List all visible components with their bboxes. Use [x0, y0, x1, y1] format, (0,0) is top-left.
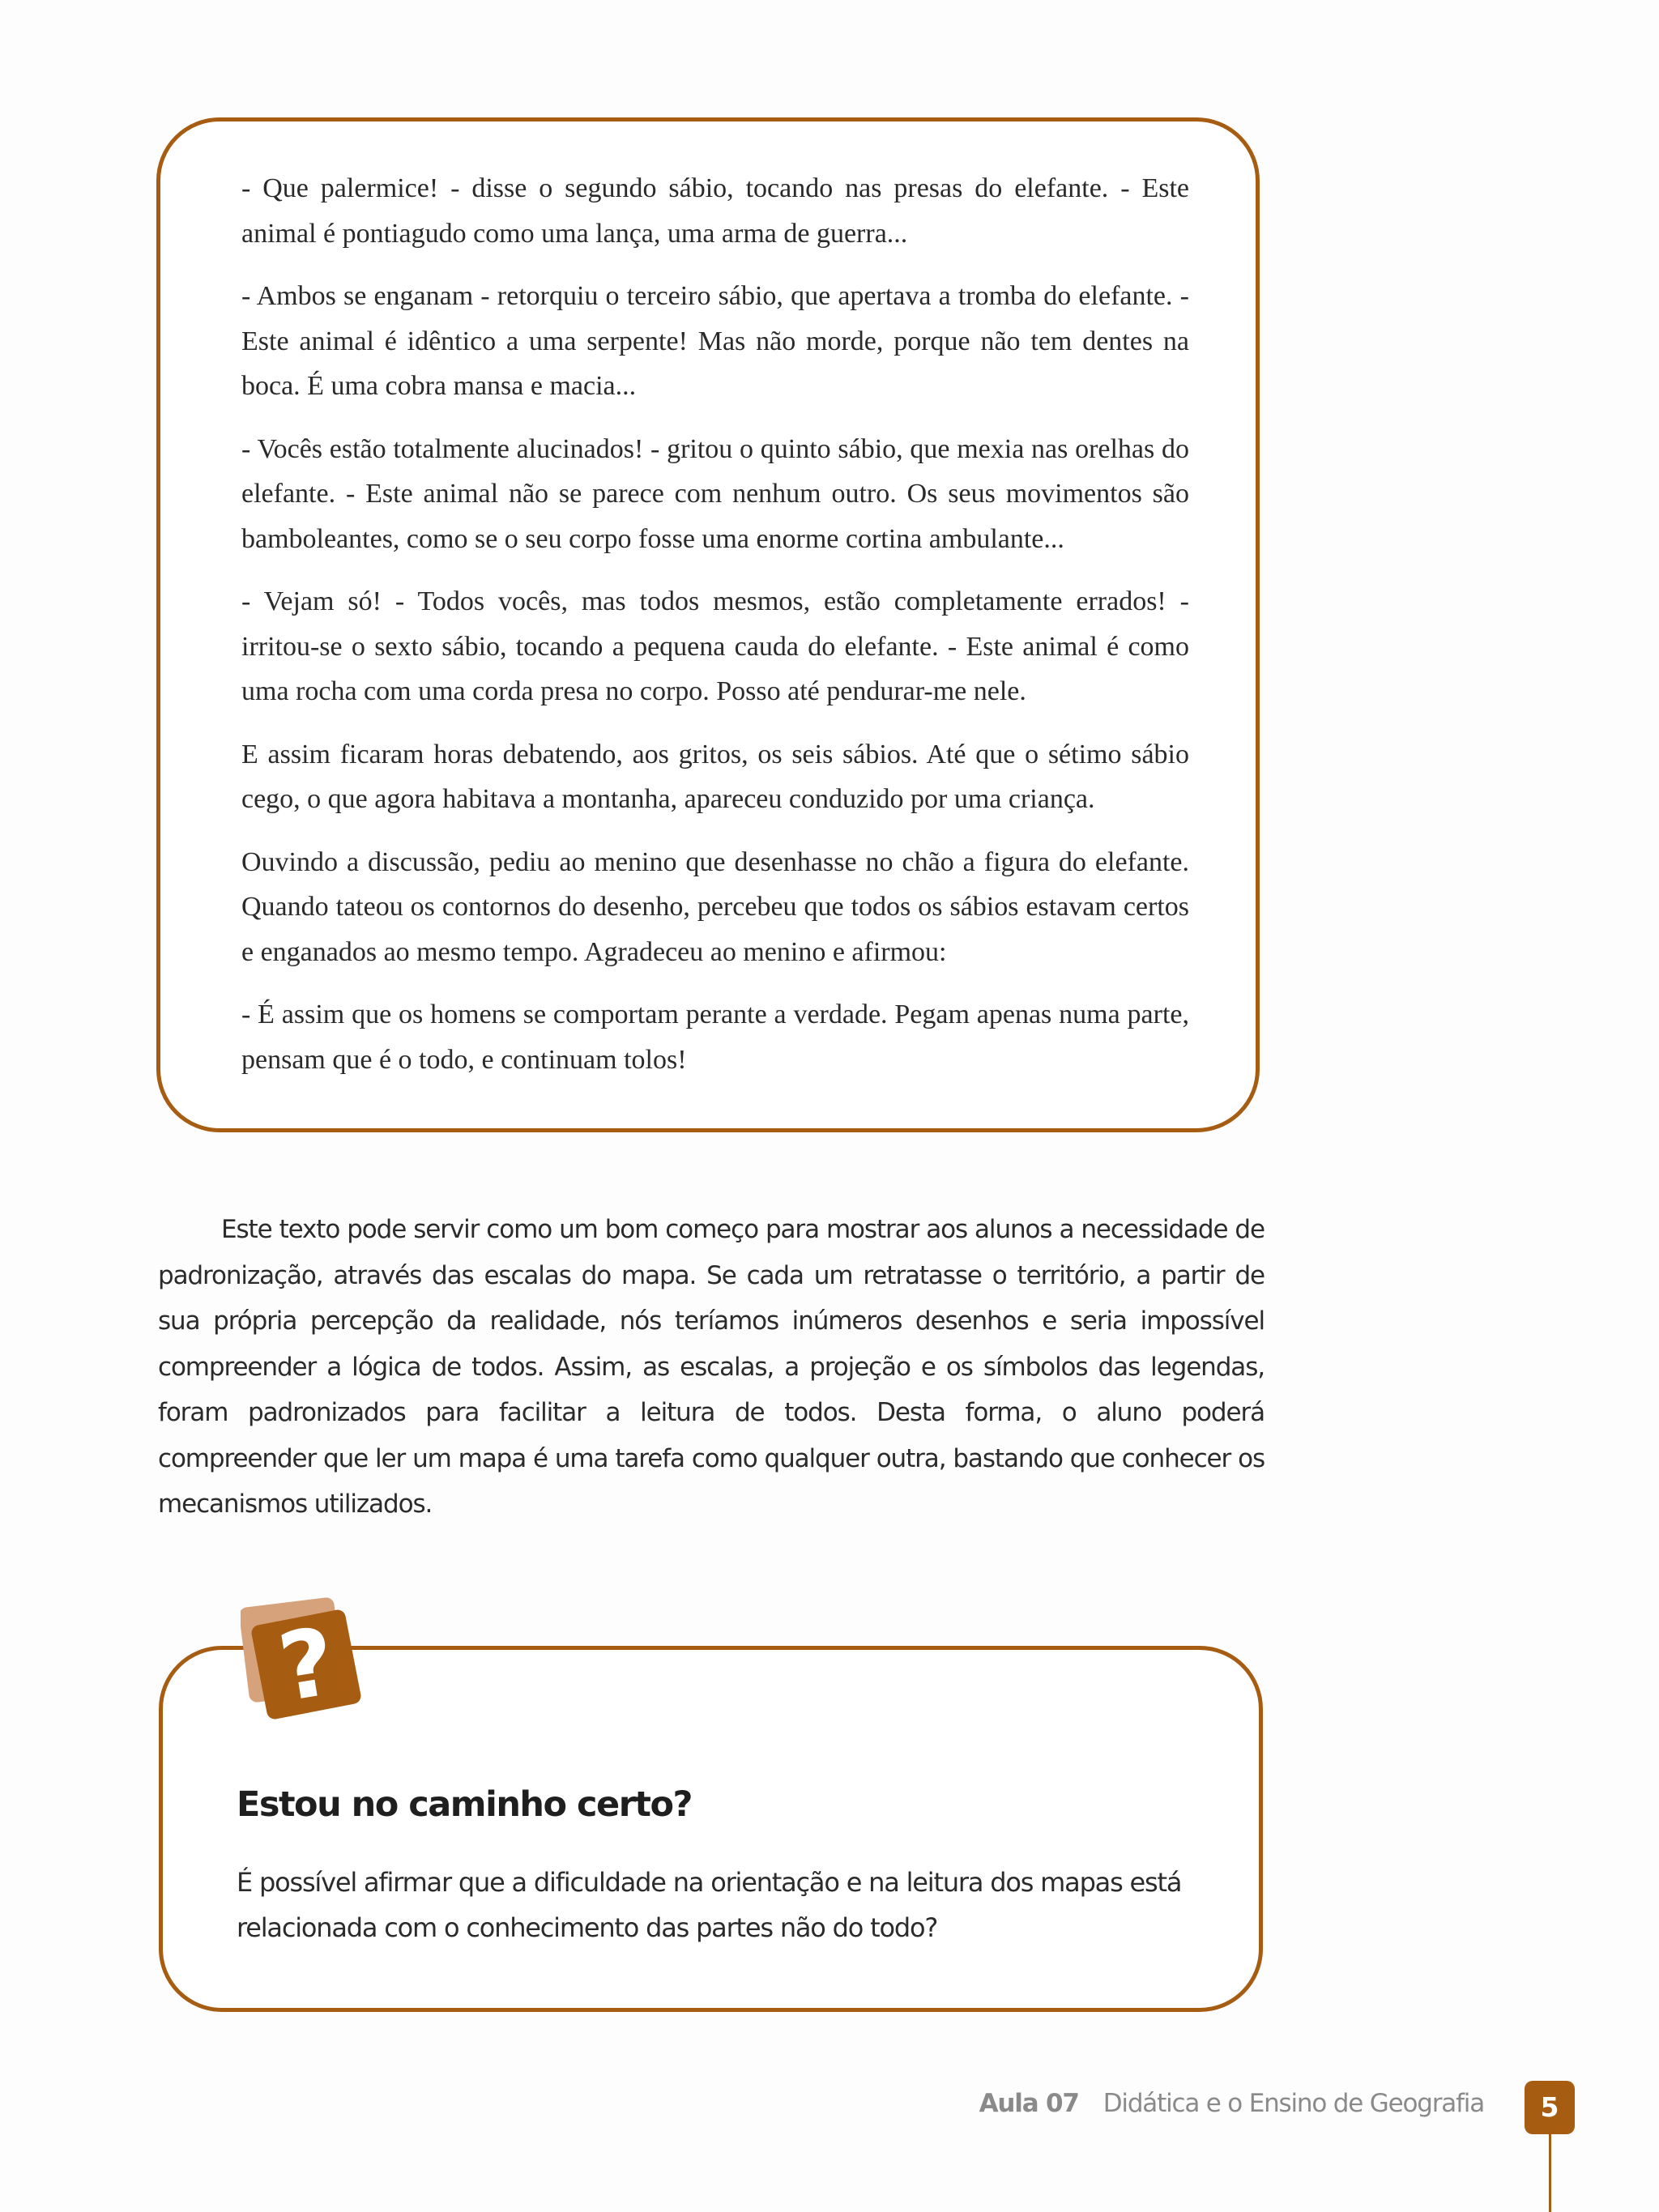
- footer-lesson: Aula 07: [979, 2089, 1079, 2118]
- body-paragraph: Este texto pode servir como um bom começo para mostrar aos alunos a necessidade de padronização, através das escalas do mapa. Se cada um retratasse o território, a partir de sua própria percepção da realidade, nós teríamos inúmeros desenhos e seria impossível compreender a lógica de todos. Assim, as escalas, a projeção e os símbolos das legendas, foram padronizados para facilitar a leitura de todos. Desta forma, o aluno poderá compreender que ler um mapa é uma tarefa como qualquer outra, bastando que conhecer os mecanismos utilizados.: [158, 1215, 1265, 1519]
- body-text: [158, 1207, 1265, 1528]
- story-paragraph: Ouvindo a discussão, pediu ao menino que desenhasse no chão a figura do elefante. Quando tateou os contornos do desenho, percebeu que todos os sábios estavam certos e enganados ao mesmo tempo. Agradeceu ao menino e afirmou:: [241, 846, 1189, 967]
- question-title: Estou no caminho certo?: [237, 1784, 692, 1825]
- page-footer: [979, 2089, 1484, 2118]
- question-text: É possível afirmar que a dificuldade na orientação e na leitura dos mapas está relacionada com o conhecimento das partes não do todo?: [237, 1867, 1182, 1943]
- page-number-line: [1549, 2134, 1551, 2212]
- story-paragraph: - Vocês estão totalmente alucinados! - gritou o quinto sábio, que mexia nas orelhas do elefante. - Este animal não se parece com nenhum outro. Os seus movimentos são bamboleantes, como se o seu corpo fosse uma enorme cortina ambulante...: [241, 433, 1189, 554]
- story-paragraph: - Que palermice! - disse o segundo sábio, tocando nas presas do elefante. - Este animal é pontiagudo como uma lança, uma arma de guerra...: [241, 173, 1189, 249]
- story-text: [241, 166, 1189, 1100]
- story-paragraph: - Ambos se enganam - retorquiu o terceiro sábio, que apertava a tromba do elefante. - Este animal é idêntico a uma serpente! Mas não morde, porque não tem dentes na boca. É uma cobra mansa e macia...: [241, 281, 1189, 401]
- svg-text:?: ?: [271, 1607, 343, 1724]
- page-number-badge: 5: [1525, 2081, 1575, 2134]
- footer-course: Didática e o Ensino de Geografia: [1102, 2089, 1484, 2118]
- story-paragraph: - Vejam só! - Todos vocês, mas todos mesmos, estão completamente errados! - irritou-se o sexto sábio, tocando a pequena cauda do elefante. - Este animal é como uma rocha com uma corda presa no corpo. Posso até pendurar-me nele.: [241, 586, 1189, 706]
- story-paragraph: E assim ficaram horas debatendo, aos gritos, os seis sábios. Até que o sétimo sábio cego, o que agora habitava a montanha, apareceu conduzido por uma criança.: [241, 739, 1189, 814]
- story-paragraph: - É assim que os homens se comportam perante a verdade. Pegam apenas numa parte, pensam que é o todo, e continuam tolos!: [241, 999, 1189, 1075]
- question-mark-icon: [241, 1596, 370, 1725]
- story-box: [156, 117, 1260, 1132]
